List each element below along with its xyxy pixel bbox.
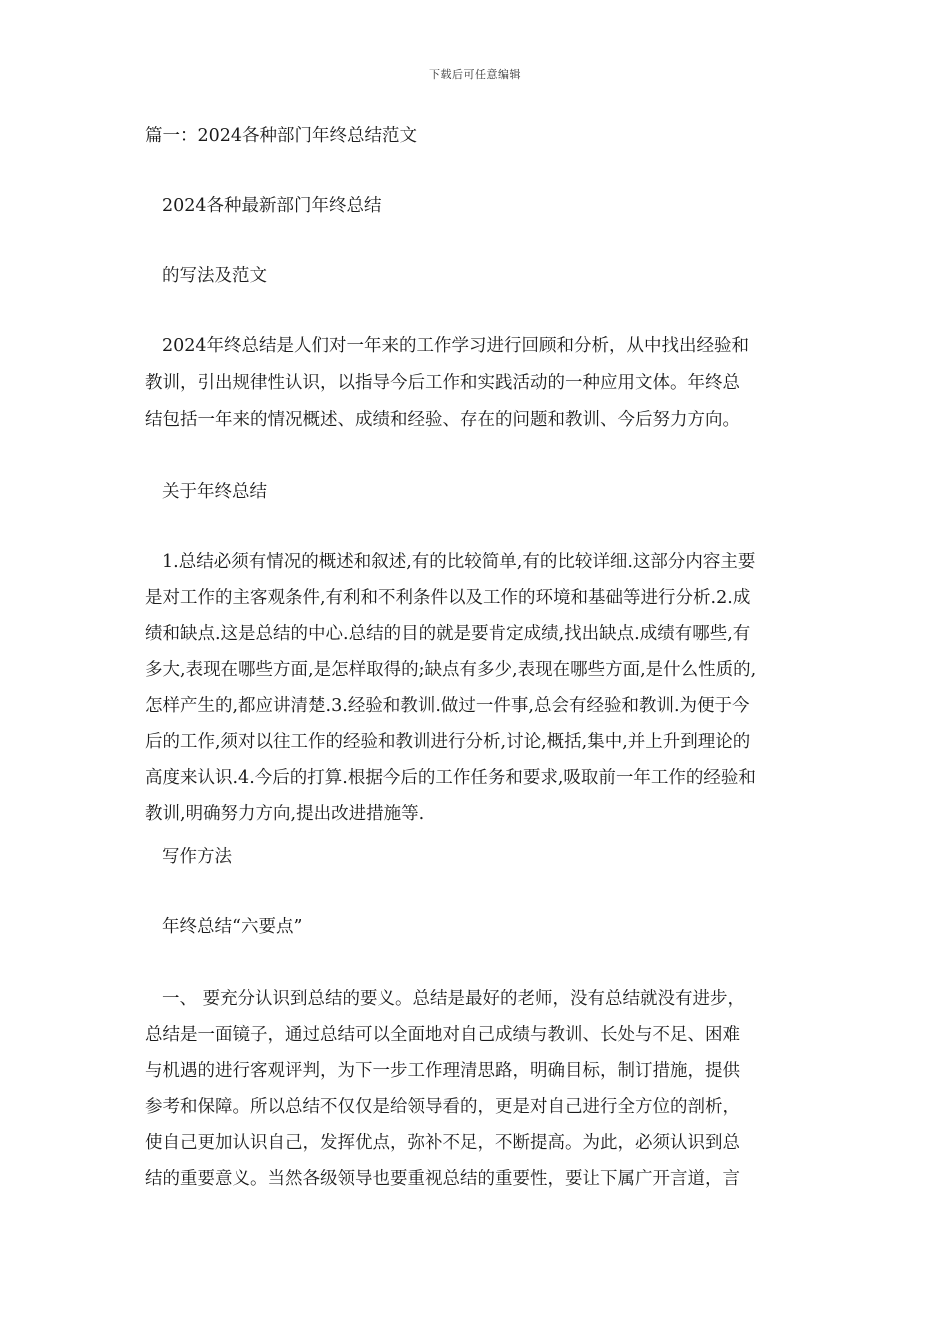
about-line: 高度来认识.4.今后的打算.根据今后的工作任务和要求,吸取前一年工作的经验和: [145, 768, 756, 788]
point-one-line: 结的重要意义。当然各级领导也要重视总结的重要性，要让下属广开言道，言: [145, 1169, 740, 1189]
about-line: 后的工作,须对以往工作的经验和教训进行分析,讨论,概括,集中,并上升到理论的: [145, 732, 751, 752]
about-line: 教训,明确努力方向,提出改进措施等.: [145, 804, 425, 824]
point-one-line: 总结是一面镜子，通过总结可以全面地对自己成绩与教训、长处与不足、困难: [145, 1025, 740, 1045]
point-one-line: 使自己更加认识自己，发挥优点，弥补不足，不断提高。为此，必须认识到总: [145, 1133, 740, 1153]
intro-line: 2024年终总结是人们对一年来的工作学习进行回顾和分析，从中找出经验和: [162, 336, 750, 356]
section-heading-six-points: 年终总结“六要点”: [162, 917, 303, 937]
section-heading-method: 写作方法: [162, 847, 232, 867]
point-one-line: 与机遇的进行客观评判，为下一步工作理清思路，明确目标，制订措施，提供: [145, 1061, 740, 1081]
header-note: 下载后可任意编辑: [429, 68, 521, 81]
intro-line: 教训，引出规律性认识，以指导今后工作和实践活动的一种应用文体。年终总: [145, 373, 740, 393]
intro-line: 结包括一年来的情况概述、成绩和经验、存在的问题和教训、今后努力方向。: [145, 410, 740, 430]
about-line: 绩和缺点.这是总结的中心.总结的目的就是要肯定成绩,找出缺点.成绩有哪些,有: [145, 624, 751, 644]
point-one-line: 参考和保障。所以总结不仅仅是给领导看的，更是对自己进行全方位的剖析，: [145, 1097, 740, 1117]
about-line: 是对工作的主客观条件,有利和不利条件以及工作的环境和基础等进行分析.2.成: [145, 588, 751, 608]
subtitle-line-1: 2024各种最新部门年终总结: [162, 196, 382, 216]
point-one-line: 一、 要充分认识到总结的要义。总结是最好的老师，没有总结就没有进步，: [162, 989, 746, 1009]
subtitle-line-2: 的写法及范文: [162, 266, 267, 286]
section-heading-about: 关于年终总结: [162, 482, 267, 502]
about-line: 多大,表现在哪些方面,是怎样取得的;缺点有多少,表现在哪些方面,是什么性质的,: [145, 660, 757, 680]
about-line: 怎样产生的,都应讲清楚.3.经验和教训.做过一件事,总会有经验和教训.为便于今: [145, 696, 750, 716]
about-line: 1.总结必须有情况的概述和叙述,有的比较简单,有的比较详细.这部分内容主要: [162, 552, 756, 572]
document-title: 篇一：2024各种部门年终总结范文: [145, 126, 418, 146]
